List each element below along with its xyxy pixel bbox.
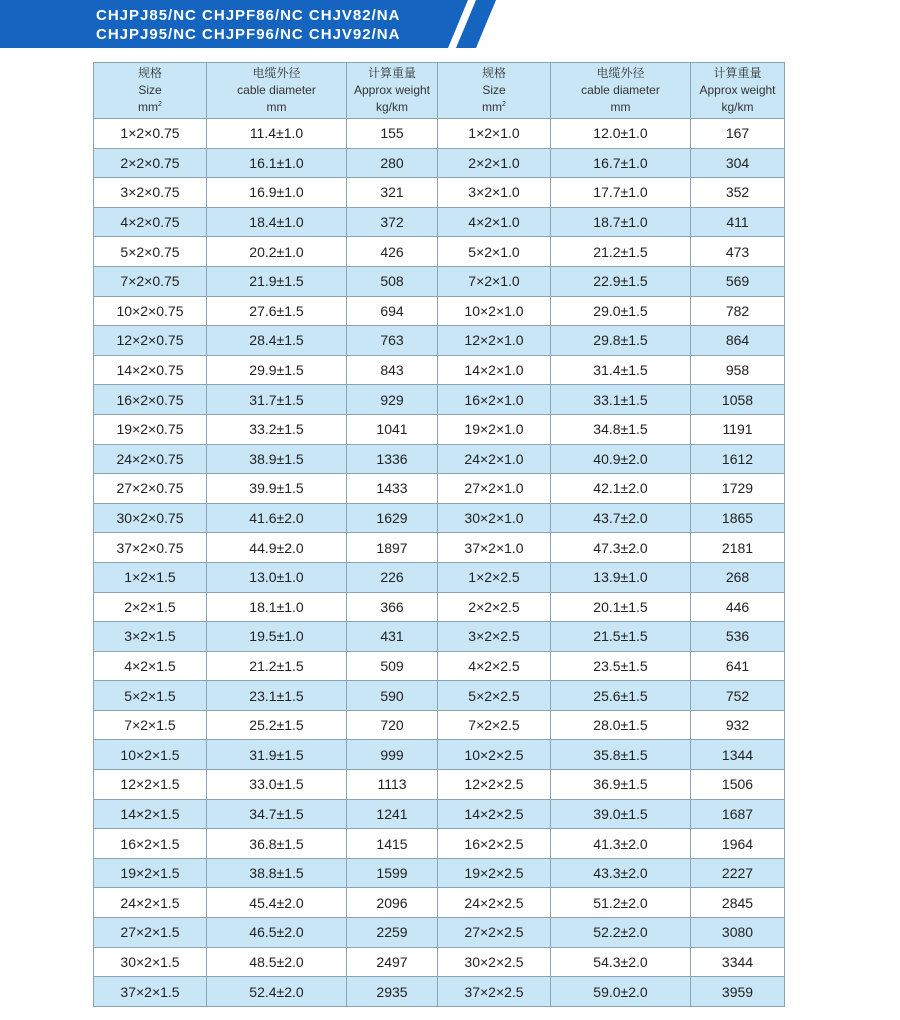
table-row bbox=[94, 651, 785, 681]
weight-cell: 2845 bbox=[691, 888, 785, 918]
header-unit-superscript: 2 bbox=[158, 101, 162, 108]
size-cell: 14×2×2.5 bbox=[438, 799, 551, 829]
size-cell: 16×2×1.5 bbox=[94, 829, 207, 859]
weight-cell: 372 bbox=[347, 207, 438, 237]
diameter-cell: 28.4±1.5 bbox=[207, 326, 347, 356]
diameter-cell: 43.3±2.0 bbox=[551, 858, 691, 888]
column-header bbox=[691, 63, 785, 119]
size-cell: 30×2×0.75 bbox=[94, 503, 207, 533]
table-row bbox=[94, 178, 785, 208]
table-row bbox=[94, 266, 785, 296]
weight-cell: 2497 bbox=[347, 947, 438, 977]
diameter-cell: 17.7±1.0 bbox=[551, 178, 691, 208]
weight-cell: 641 bbox=[691, 651, 785, 681]
weight-cell: 426 bbox=[347, 237, 438, 267]
header-unit-text: mm bbox=[138, 100, 159, 114]
size-cell: 24×2×1.5 bbox=[94, 888, 207, 918]
weight-cell: 411 bbox=[691, 207, 785, 237]
diameter-cell: 18.4±1.0 bbox=[207, 207, 347, 237]
header-unit-label bbox=[94, 99, 206, 116]
size-cell: 12×2×2.5 bbox=[438, 770, 551, 800]
size-cell: 14×2×1.5 bbox=[94, 799, 207, 829]
weight-cell: 536 bbox=[691, 622, 785, 652]
table-row bbox=[94, 799, 785, 829]
diameter-cell: 21.2±1.5 bbox=[551, 237, 691, 267]
size-cell: 14×2×1.0 bbox=[438, 355, 551, 385]
header-en-label: Approx weight bbox=[699, 83, 776, 97]
diameter-cell: 51.2±2.0 bbox=[551, 888, 691, 918]
diameter-cell: 22.9±1.5 bbox=[551, 266, 691, 296]
size-cell: 1×2×1.5 bbox=[94, 562, 207, 592]
weight-cell: 1344 bbox=[691, 740, 785, 770]
table-row bbox=[94, 414, 785, 444]
diameter-cell: 44.9±2.0 bbox=[207, 533, 347, 563]
header-unit-text: kg/km bbox=[375, 100, 408, 114]
weight-cell: 3344 bbox=[691, 947, 785, 977]
weight-cell: 763 bbox=[347, 326, 438, 356]
size-cell: 4×2×2.5 bbox=[438, 651, 551, 681]
table-row bbox=[94, 119, 785, 149]
table-row bbox=[94, 740, 785, 770]
weight-cell: 1191 bbox=[691, 414, 785, 444]
diameter-cell: 11.4±1.0 bbox=[207, 119, 347, 149]
diameter-cell: 19.5±1.0 bbox=[207, 622, 347, 652]
banner-title-line-1: CHJPJ85/NC CHJPF86/NC CHJV82/NA bbox=[96, 7, 401, 24]
diameter-cell: 39.9±1.5 bbox=[207, 474, 347, 504]
diameter-cell: 12.0±1.0 bbox=[551, 119, 691, 149]
header-cn-label: 计算重量 bbox=[713, 66, 762, 80]
header-en-label: cable diameter bbox=[581, 83, 660, 97]
size-cell: 1×2×1.0 bbox=[438, 119, 551, 149]
weight-cell: 2181 bbox=[691, 533, 785, 563]
diameter-cell: 23.5±1.5 bbox=[551, 651, 691, 681]
header-unit-text: mm bbox=[482, 100, 503, 114]
size-cell: 27×2×1.0 bbox=[438, 474, 551, 504]
diameter-cell: 41.6±2.0 bbox=[207, 503, 347, 533]
header-unit-label bbox=[207, 99, 346, 116]
table-row bbox=[94, 148, 785, 178]
diameter-cell: 40.9±2.0 bbox=[551, 444, 691, 474]
table-row bbox=[94, 562, 785, 592]
weight-cell: 1058 bbox=[691, 385, 785, 415]
table-row bbox=[94, 770, 785, 800]
size-cell: 10×2×1.5 bbox=[94, 740, 207, 770]
weight-cell: 2096 bbox=[347, 888, 438, 918]
table-row bbox=[94, 503, 785, 533]
table-row bbox=[94, 355, 785, 385]
header-cn-label: 电缆外径 bbox=[596, 66, 645, 80]
size-cell: 19×2×1.0 bbox=[438, 414, 551, 444]
size-cell: 3×2×2.5 bbox=[438, 622, 551, 652]
size-cell: 19×2×1.5 bbox=[94, 858, 207, 888]
size-cell: 16×2×2.5 bbox=[438, 829, 551, 859]
size-cell: 37×2×2.5 bbox=[438, 977, 551, 1007]
weight-cell: 1506 bbox=[691, 770, 785, 800]
size-cell: 16×2×0.75 bbox=[94, 385, 207, 415]
diameter-cell: 21.9±1.5 bbox=[207, 266, 347, 296]
table-row bbox=[94, 444, 785, 474]
size-cell: 10×2×2.5 bbox=[438, 740, 551, 770]
weight-cell: 569 bbox=[691, 266, 785, 296]
size-cell: 37×2×1.5 bbox=[94, 977, 207, 1007]
size-cell: 5×2×1.0 bbox=[438, 237, 551, 267]
table-row bbox=[94, 710, 785, 740]
table-header-row bbox=[94, 63, 785, 119]
size-cell: 7×2×1.0 bbox=[438, 266, 551, 296]
weight-cell: 352 bbox=[691, 178, 785, 208]
size-cell: 7×2×2.5 bbox=[438, 710, 551, 740]
diameter-cell: 34.8±1.5 bbox=[551, 414, 691, 444]
weight-cell: 958 bbox=[691, 355, 785, 385]
header-en-label: Size bbox=[482, 83, 506, 97]
weight-cell: 431 bbox=[347, 622, 438, 652]
table-body bbox=[94, 119, 785, 1007]
weight-cell: 226 bbox=[347, 562, 438, 592]
weight-cell: 929 bbox=[347, 385, 438, 415]
table-row bbox=[94, 622, 785, 652]
size-cell: 30×2×2.5 bbox=[438, 947, 551, 977]
header-cn-label: 电缆外径 bbox=[252, 66, 301, 80]
weight-cell: 1599 bbox=[347, 858, 438, 888]
table-row bbox=[94, 858, 785, 888]
weight-cell: 1415 bbox=[347, 829, 438, 859]
size-cell: 12×2×1.0 bbox=[438, 326, 551, 356]
diameter-cell: 52.4±2.0 bbox=[207, 977, 347, 1007]
diameter-cell: 33.2±1.5 bbox=[207, 414, 347, 444]
header-en-label: Size bbox=[138, 83, 162, 97]
weight-cell: 280 bbox=[347, 148, 438, 178]
diameter-cell: 23.1±1.5 bbox=[207, 681, 347, 711]
banner-title-line-2: CHJPJ95/NC CHJPF96/NC CHJV92/NA bbox=[96, 26, 401, 43]
header-unit-text: kg/km bbox=[721, 100, 754, 114]
table-row bbox=[94, 533, 785, 563]
weight-cell: 473 bbox=[691, 237, 785, 267]
diameter-cell: 39.0±1.5 bbox=[551, 799, 691, 829]
weight-cell: 932 bbox=[691, 710, 785, 740]
diameter-cell: 31.7±1.5 bbox=[207, 385, 347, 415]
header-unit-text: mm bbox=[266, 100, 287, 114]
size-cell: 4×2×1.5 bbox=[94, 651, 207, 681]
weight-cell: 720 bbox=[347, 710, 438, 740]
size-cell: 10×2×0.75 bbox=[94, 296, 207, 326]
weight-cell: 1041 bbox=[347, 414, 438, 444]
weight-cell: 694 bbox=[347, 296, 438, 326]
weight-cell: 3080 bbox=[691, 918, 785, 948]
table-row bbox=[94, 207, 785, 237]
weight-cell: 2227 bbox=[691, 858, 785, 888]
header-cn-label: 计算重量 bbox=[367, 66, 416, 80]
column-header bbox=[438, 63, 551, 119]
weight-cell: 1964 bbox=[691, 829, 785, 859]
diameter-cell: 47.3±2.0 bbox=[551, 533, 691, 563]
diameter-cell: 18.7±1.0 bbox=[551, 207, 691, 237]
weight-cell: 167 bbox=[691, 119, 785, 149]
weight-cell: 843 bbox=[347, 355, 438, 385]
diameter-cell: 35.8±1.5 bbox=[551, 740, 691, 770]
size-cell: 1×2×0.75 bbox=[94, 119, 207, 149]
size-cell: 5×2×1.5 bbox=[94, 681, 207, 711]
size-cell: 19×2×0.75 bbox=[94, 414, 207, 444]
header-cn-label: 规格 bbox=[481, 66, 506, 80]
diameter-cell: 38.9±1.5 bbox=[207, 444, 347, 474]
column-header bbox=[551, 63, 691, 119]
weight-cell: 752 bbox=[691, 681, 785, 711]
column-header bbox=[94, 63, 207, 119]
diameter-cell: 16.7±1.0 bbox=[551, 148, 691, 178]
weight-cell: 590 bbox=[347, 681, 438, 711]
column-header bbox=[347, 63, 438, 119]
diameter-cell: 31.4±1.5 bbox=[551, 355, 691, 385]
diameter-cell: 29.9±1.5 bbox=[207, 355, 347, 385]
diameter-cell: 34.7±1.5 bbox=[207, 799, 347, 829]
weight-cell: 1336 bbox=[347, 444, 438, 474]
weight-cell: 509 bbox=[347, 651, 438, 681]
size-cell: 30×2×1.0 bbox=[438, 503, 551, 533]
size-cell: 2×2×0.75 bbox=[94, 148, 207, 178]
diameter-cell: 52.2±2.0 bbox=[551, 918, 691, 948]
diameter-cell: 29.0±1.5 bbox=[551, 296, 691, 326]
header-unit-label bbox=[691, 99, 784, 116]
table-row bbox=[94, 829, 785, 859]
weight-cell: 366 bbox=[347, 592, 438, 622]
title-banner bbox=[0, 0, 496, 48]
weight-cell: 155 bbox=[347, 119, 438, 149]
size-cell: 10×2×1.0 bbox=[438, 296, 551, 326]
weight-cell: 999 bbox=[347, 740, 438, 770]
size-cell: 5×2×0.75 bbox=[94, 237, 207, 267]
size-cell: 3×2×1.5 bbox=[94, 622, 207, 652]
table-row bbox=[94, 888, 785, 918]
size-cell: 2×2×1.0 bbox=[438, 148, 551, 178]
table-row bbox=[94, 918, 785, 948]
diameter-cell: 16.9±1.0 bbox=[207, 178, 347, 208]
weight-cell: 1897 bbox=[347, 533, 438, 563]
table-row bbox=[94, 977, 785, 1007]
diameter-cell: 20.1±1.5 bbox=[551, 592, 691, 622]
header-unit-label bbox=[438, 99, 550, 116]
diameter-cell: 41.3±2.0 bbox=[551, 829, 691, 859]
size-cell: 19×2×2.5 bbox=[438, 858, 551, 888]
weight-cell: 2259 bbox=[347, 918, 438, 948]
diameter-cell: 33.1±1.5 bbox=[551, 385, 691, 415]
size-cell: 30×2×1.5 bbox=[94, 947, 207, 977]
table-row bbox=[94, 474, 785, 504]
weight-cell: 1629 bbox=[347, 503, 438, 533]
table-row bbox=[94, 947, 785, 977]
diameter-cell: 43.7±2.0 bbox=[551, 503, 691, 533]
table-row bbox=[94, 237, 785, 267]
weight-cell: 3959 bbox=[691, 977, 785, 1007]
diameter-cell: 36.8±1.5 bbox=[207, 829, 347, 859]
weight-cell: 2935 bbox=[347, 977, 438, 1007]
diameter-cell: 42.1±2.0 bbox=[551, 474, 691, 504]
diameter-cell: 25.6±1.5 bbox=[551, 681, 691, 711]
table-row bbox=[94, 385, 785, 415]
table-row bbox=[94, 592, 785, 622]
weight-cell: 864 bbox=[691, 326, 785, 356]
size-cell: 2×2×2.5 bbox=[438, 592, 551, 622]
header-unit-label bbox=[347, 99, 437, 116]
diameter-cell: 16.1±1.0 bbox=[207, 148, 347, 178]
diameter-cell: 59.0±2.0 bbox=[551, 977, 691, 1007]
header-en-label: Approx weight bbox=[353, 83, 431, 97]
diameter-cell: 38.8±1.5 bbox=[207, 858, 347, 888]
size-cell: 3×2×0.75 bbox=[94, 178, 207, 208]
diameter-cell: 27.6±1.5 bbox=[207, 296, 347, 326]
weight-cell: 1433 bbox=[347, 474, 438, 504]
size-cell: 4×2×1.0 bbox=[438, 207, 551, 237]
weight-cell: 508 bbox=[347, 266, 438, 296]
diameter-cell: 25.2±1.5 bbox=[207, 710, 347, 740]
header-unit-superscript: 2 bbox=[502, 101, 506, 108]
weight-cell: 1241 bbox=[347, 799, 438, 829]
column-header bbox=[207, 63, 347, 119]
weight-cell: 446 bbox=[691, 592, 785, 622]
weight-cell: 1612 bbox=[691, 444, 785, 474]
size-cell: 12×2×0.75 bbox=[94, 326, 207, 356]
weight-cell: 1729 bbox=[691, 474, 785, 504]
diameter-cell: 21.2±1.5 bbox=[207, 651, 347, 681]
size-cell: 24×2×1.0 bbox=[438, 444, 551, 474]
diameter-cell: 21.5±1.5 bbox=[551, 622, 691, 652]
diameter-cell: 45.4±2.0 bbox=[207, 888, 347, 918]
diameter-cell: 29.8±1.5 bbox=[551, 326, 691, 356]
diameter-cell: 13.0±1.0 bbox=[207, 562, 347, 592]
weight-cell: 782 bbox=[691, 296, 785, 326]
size-cell: 27×2×1.5 bbox=[94, 918, 207, 948]
diameter-cell: 36.9±1.5 bbox=[551, 770, 691, 800]
size-cell: 24×2×2.5 bbox=[438, 888, 551, 918]
weight-cell: 304 bbox=[691, 148, 785, 178]
diameter-cell: 31.9±1.5 bbox=[207, 740, 347, 770]
diameter-cell: 33.0±1.5 bbox=[207, 770, 347, 800]
size-cell: 24×2×0.75 bbox=[94, 444, 207, 474]
diameter-cell: 28.0±1.5 bbox=[551, 710, 691, 740]
size-cell: 27×2×2.5 bbox=[438, 918, 551, 948]
diameter-cell: 48.5±2.0 bbox=[207, 947, 347, 977]
header-cn-label: 规格 bbox=[137, 66, 162, 80]
size-cell: 27×2×0.75 bbox=[94, 474, 207, 504]
size-cell: 4×2×0.75 bbox=[94, 207, 207, 237]
size-cell: 16×2×1.0 bbox=[438, 385, 551, 415]
diameter-cell: 18.1±1.0 bbox=[207, 592, 347, 622]
weight-cell: 268 bbox=[691, 562, 785, 592]
size-cell: 1×2×2.5 bbox=[438, 562, 551, 592]
diameter-cell: 54.3±2.0 bbox=[551, 947, 691, 977]
weight-cell: 1687 bbox=[691, 799, 785, 829]
weight-cell: 1113 bbox=[347, 770, 438, 800]
size-cell: 7×2×1.5 bbox=[94, 710, 207, 740]
table-row bbox=[94, 296, 785, 326]
size-cell: 37×2×0.75 bbox=[94, 533, 207, 563]
size-cell: 14×2×0.75 bbox=[94, 355, 207, 385]
header-unit-label bbox=[551, 99, 690, 116]
weight-cell: 1865 bbox=[691, 503, 785, 533]
size-cell: 37×2×1.0 bbox=[438, 533, 551, 563]
header-en-label: cable diameter bbox=[237, 83, 316, 97]
size-cell: 3×2×1.0 bbox=[438, 178, 551, 208]
size-cell: 12×2×1.5 bbox=[94, 770, 207, 800]
size-cell: 5×2×2.5 bbox=[438, 681, 551, 711]
weight-cell: 321 bbox=[347, 178, 438, 208]
diameter-cell: 46.5±2.0 bbox=[207, 918, 347, 948]
table-row bbox=[94, 326, 785, 356]
diameter-cell: 13.9±1.0 bbox=[551, 562, 691, 592]
spec-table bbox=[93, 62, 785, 1007]
size-cell: 7×2×0.75 bbox=[94, 266, 207, 296]
header-unit-text: mm bbox=[610, 100, 631, 114]
diameter-cell: 20.2±1.0 bbox=[207, 237, 347, 267]
size-cell: 2×2×1.5 bbox=[94, 592, 207, 622]
table-row bbox=[94, 681, 785, 711]
